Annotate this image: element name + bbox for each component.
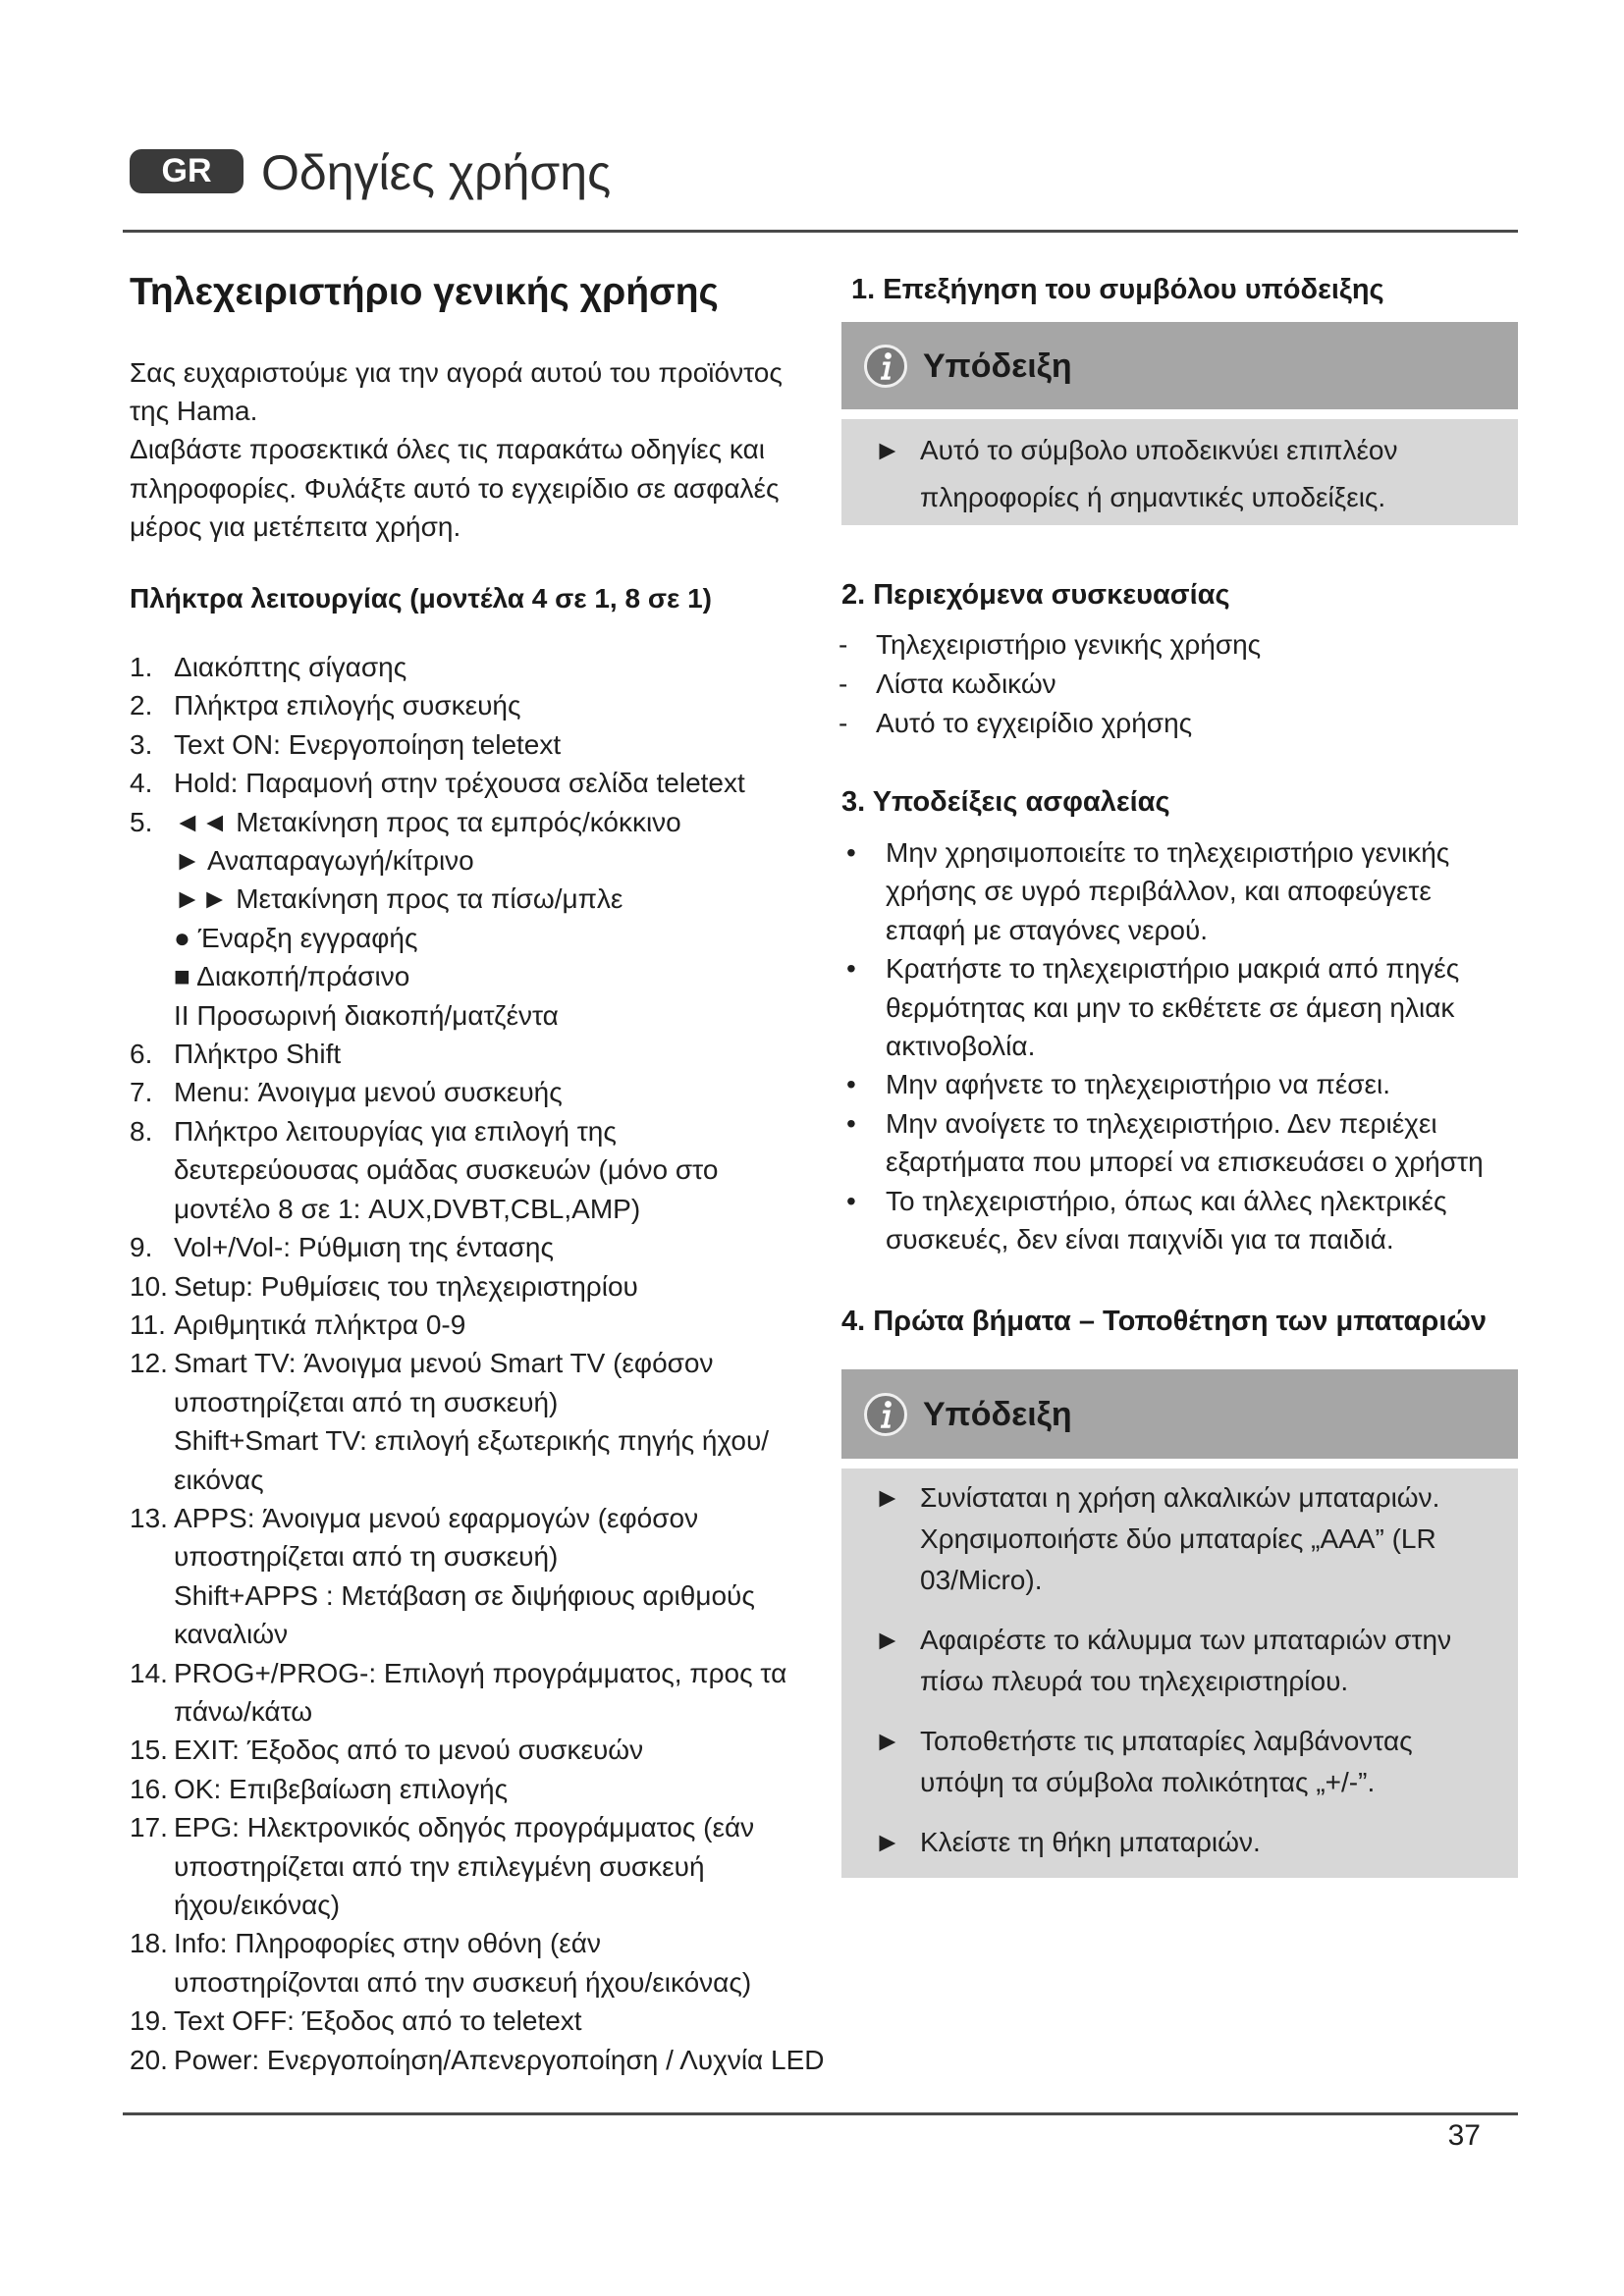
package-item-text: Αυτό το εγχειρίδιο χρήσης bbox=[876, 708, 1193, 738]
bullet-marker: • bbox=[846, 1069, 856, 1100]
arrow-marker: ► bbox=[874, 1482, 901, 1513]
key-item-1 bbox=[130, 648, 824, 686]
battery-step-text: Τοποθετήστε τις μπαταρίες λαμβάνοντας υπόψη τα σύμβολα πολικότητας „+/-”. bbox=[920, 1726, 1413, 1797]
bullet-marker: • bbox=[846, 1185, 856, 1216]
hint-box-body bbox=[841, 419, 1518, 525]
key-item-11 bbox=[130, 1306, 824, 1344]
section-1-heading: 1. Επεξήγηση του συμβόλου υπόδειξης bbox=[851, 274, 1384, 305]
key-number: 2. bbox=[130, 690, 153, 721]
arrow-marker: ► bbox=[874, 1827, 901, 1857]
key-item-10 bbox=[130, 1267, 824, 1306]
battery-hint-box-header bbox=[841, 1369, 1518, 1459]
key-description: Setup: Ρυθμίσεις του τηλεχειριστηρίου bbox=[174, 1270, 638, 1302]
key-description: ◄◄ Μετακίνηση προς τα εμπρός/κόκκινο ► Αναπαραγωγή/κίτρινο ►► Μετακίνηση προς τα πίσω/μπλε ● Έναρξη εγγραφής ■ Διακοπή/πράσινο II Προσωρινή διακοπή/ματζέντα bbox=[174, 806, 681, 1031]
key-number: 10. bbox=[130, 1270, 168, 1302]
function-keys-list bbox=[130, 648, 824, 2079]
key-number: 19. bbox=[130, 2005, 168, 2037]
key-description: Text ON: Ενεργοποίηση teletext bbox=[174, 728, 562, 760]
dash-marker: - bbox=[839, 708, 848, 738]
intro-paragraph-thanks: Σας ευχαριστούμε για την αγορά αυτού του προϊόντος της Hama. bbox=[130, 357, 783, 427]
arrow-marker: ► bbox=[874, 435, 901, 465]
safety-item-text: Κρατήστε το τηλεχειριστήριο μακριά από πηγές θερμότητας και μην το εκθέτετε σε άμεση ηλιακ ακτινοβολία. bbox=[886, 953, 1460, 1062]
key-item-7 bbox=[130, 1073, 824, 1111]
key-description: Menu: Άνοιγμα μενού συσκευής bbox=[174, 1077, 563, 1108]
key-number: 5. bbox=[130, 806, 153, 837]
package-item-text: Λίστα κωδικών bbox=[876, 668, 1056, 699]
key-description: Αριθμητικά πλήκτρα 0-9 bbox=[174, 1308, 466, 1340]
key-number: 13. bbox=[130, 1502, 168, 1533]
key-number: 4. bbox=[130, 768, 153, 799]
key-item-9 bbox=[130, 1228, 824, 1266]
info-icon bbox=[863, 1392, 908, 1437]
safety-item bbox=[846, 1182, 1484, 1259]
key-item-15 bbox=[130, 1731, 824, 1769]
key-item-19 bbox=[130, 2002, 824, 2040]
key-number: 20. bbox=[130, 2044, 168, 2075]
key-number: 14. bbox=[130, 1657, 168, 1688]
page-number: 37 bbox=[1447, 2119, 1481, 2152]
arrow-marker: ► bbox=[874, 1625, 901, 1655]
key-number: 18. bbox=[130, 1928, 168, 1959]
battery-step bbox=[874, 1620, 1518, 1702]
key-description: Power: Ενεργοποίηση/Απενεργοποίηση / Λυχνία LED bbox=[174, 2044, 825, 2075]
section-4-heading: 4. Πρώτα βήματα – Τοποθέτηση των μπαταριών bbox=[841, 1306, 1488, 1337]
package-item-text: Τηλεχειριστήριο γενικής χρήσης bbox=[876, 629, 1262, 660]
header-divider bbox=[123, 230, 1518, 233]
battery-hint-box-body bbox=[841, 1468, 1518, 1878]
key-description: Info: Πληροφορίες στην οθόνη (εάν υποστηρίζονται από την συσκευή ήχου/εικόνας) bbox=[174, 1928, 752, 1998]
document-title: Οδηγίες χρήσης bbox=[261, 145, 612, 200]
section-3-heading: 3. Υποδείξεις ασφαλείας bbox=[841, 786, 1170, 818]
key-number: 9. bbox=[130, 1232, 153, 1263]
package-item bbox=[839, 625, 1261, 665]
language-badge: GR bbox=[130, 149, 244, 193]
safety-item bbox=[846, 833, 1484, 949]
key-description: Πλήκτρο Shift bbox=[174, 1039, 342, 1070]
key-number: 6. bbox=[130, 1039, 153, 1070]
safety-item-text: Μην ανοίγετε το τηλεχειριστήριο. Δεν περιέχει εξαρτήματα που μπορεί να επισκευάσει ο χρήστη bbox=[886, 1107, 1484, 1178]
key-description: Πλήκτρο λειτουργίας για επιλογή της δευτερεύουσας ομάδας συσκευών (μόνο στο μοντέλο 8 σε 1: AUX,DVBT,CBL,AMP) bbox=[174, 1115, 719, 1224]
key-item-18 bbox=[130, 1924, 824, 2002]
product-title: Τηλεχειριστήριο γενικής χρήσης bbox=[130, 271, 719, 313]
package-item bbox=[839, 704, 1261, 743]
key-description: APPS: Άνοιγμα μενού εφαρμογών (εφόσον υποστηρίζεται από τη συσκευή) Shift+APPS : Μετάβαση σε διψήφιους αριθμούς καναλιών bbox=[174, 1502, 755, 1650]
key-number: 8. bbox=[130, 1115, 153, 1147]
key-item-12 bbox=[130, 1344, 824, 1499]
hint-title: Υπόδειξη bbox=[923, 347, 1072, 385]
key-number: 16. bbox=[130, 1773, 168, 1804]
bullet-marker: • bbox=[846, 1107, 856, 1139]
key-item-13 bbox=[130, 1499, 824, 1654]
safety-item-text: Το τηλεχειριστήριο, όπως και άλλες ηλεκτρικές συσκευές, δεν είναι παιχνίδι για τα παιδιά. bbox=[886, 1185, 1447, 1255]
arrow-marker: ► bbox=[874, 1726, 901, 1756]
safety-notes-list bbox=[846, 833, 1484, 1258]
dash-marker: - bbox=[839, 668, 848, 699]
key-item-14 bbox=[130, 1654, 824, 1732]
intro-text bbox=[130, 353, 783, 546]
safety-item-text: Μην αφήνετε το τηλεχειριστήριο να πέσει. bbox=[886, 1069, 1391, 1100]
battery-step bbox=[874, 1822, 1518, 1863]
key-item-20 bbox=[130, 2041, 824, 2079]
key-number: 3. bbox=[130, 728, 153, 760]
key-description: EXIT: Έξοδος από το μενού συσκευών bbox=[174, 1735, 644, 1766]
key-item-6 bbox=[130, 1035, 824, 1073]
battery-step-text: Κλείστε τη θήκη μπαταριών. bbox=[920, 1827, 1261, 1857]
safety-item-text: Μην χρησιμοποιείτε το τηλεχειριστήριο γενικής χρήσης σε υγρό περιβάλλον, και αποφεύγετε επαφή με σταγόνες νερού. bbox=[886, 837, 1450, 945]
key-item-8 bbox=[130, 1112, 824, 1228]
hint-box-header bbox=[841, 322, 1518, 409]
hint-item bbox=[874, 427, 1518, 521]
key-description: PROG+/PROG-: Επιλογή προγράμματος, προς τα πάνω/κάτω bbox=[174, 1657, 787, 1727]
battery-step bbox=[874, 1477, 1518, 1601]
dash-marker: - bbox=[839, 629, 848, 660]
function-keys-heading: Πλήκτρα λειτουργίας (μοντέλα 4 σε 1, 8 σε 1) bbox=[130, 583, 712, 614]
footer-divider bbox=[123, 2112, 1518, 2115]
package-item bbox=[839, 665, 1261, 704]
key-number: 12. bbox=[130, 1348, 168, 1379]
key-description: OK: Επιβεβαίωση επιλογής bbox=[174, 1773, 509, 1804]
key-description: Smart TV: Άνοιγμα μενού Smart TV (εφόσον υποστηρίζεται από τη συσκευή) Shift+Smart TV: επιλογή εξωτερικής πηγής ήχου/ εικόνας bbox=[174, 1348, 770, 1495]
key-item-3 bbox=[130, 725, 824, 764]
key-number: 7. bbox=[130, 1077, 153, 1108]
key-description: EPG: Ηλεκτρονικός οδηγός προγράμματος (εάν υποστηρίζεται από την επιλεγμένη συσκευή ήχου/εικόνας) bbox=[174, 1812, 755, 1920]
key-number: 17. bbox=[130, 1812, 168, 1843]
bullet-marker: • bbox=[846, 837, 856, 868]
key-description: Πλήκτρα επιλογής συσκευής bbox=[174, 690, 521, 721]
key-description: Text OFF: Έξοδος από το teletext bbox=[174, 2005, 582, 2037]
key-description: Διακόπτης σίγασης bbox=[174, 652, 407, 682]
battery-step-text: Αφαιρέστε το κάλυμμα των μπαταριών στην πίσω πλευρά του τηλεχειριστηρίου. bbox=[920, 1625, 1452, 1696]
section-2-heading: 2. Περιεχόμενα συσκευασίας bbox=[841, 579, 1230, 611]
bullet-marker: • bbox=[846, 953, 856, 985]
key-item-5 bbox=[130, 803, 824, 1035]
key-item-17 bbox=[130, 1808, 824, 1924]
key-description: Hold: Παραμονή στην τρέχουσα σελίδα teletext bbox=[174, 768, 745, 799]
package-contents-list bbox=[839, 625, 1261, 743]
info-icon bbox=[863, 344, 908, 389]
safety-item bbox=[846, 1104, 1484, 1182]
battery-step-text: Συνίσταται η χρήση αλκαλικών μπαταριών. Χρησιμοποιήστε δύο μπαταρίες „AAA” (LR 03/Micro). bbox=[920, 1482, 1440, 1595]
hint-text: Αυτό το σύμβολο υποδεικνύει επιπλέον πληροφορίες ή σημαντικές υποδείξεις. bbox=[920, 435, 1398, 512]
intro-paragraph-instructions: Διαβάστε προσεκτικά όλες τις παρακάτω οδηγίες και πληροφορίες. Φυλάξτε αυτό το εγχειρίδιο σε ασφαλές μέρος για μετέπειτα χρήση. bbox=[130, 434, 780, 542]
key-item-4 bbox=[130, 764, 824, 802]
battery-step bbox=[874, 1721, 1518, 1803]
key-description: Vol+/Vol-: Ρύθμιση της έντασης bbox=[174, 1232, 554, 1263]
key-number: 1. bbox=[130, 652, 153, 682]
safety-item bbox=[846, 1065, 1484, 1103]
key-number: 15. bbox=[130, 1735, 168, 1766]
key-item-2 bbox=[130, 686, 824, 724]
key-item-16 bbox=[130, 1770, 824, 1808]
hint-title: Υπόδειξη bbox=[923, 1395, 1072, 1433]
key-number: 11. bbox=[130, 1308, 166, 1340]
safety-item bbox=[846, 949, 1484, 1065]
